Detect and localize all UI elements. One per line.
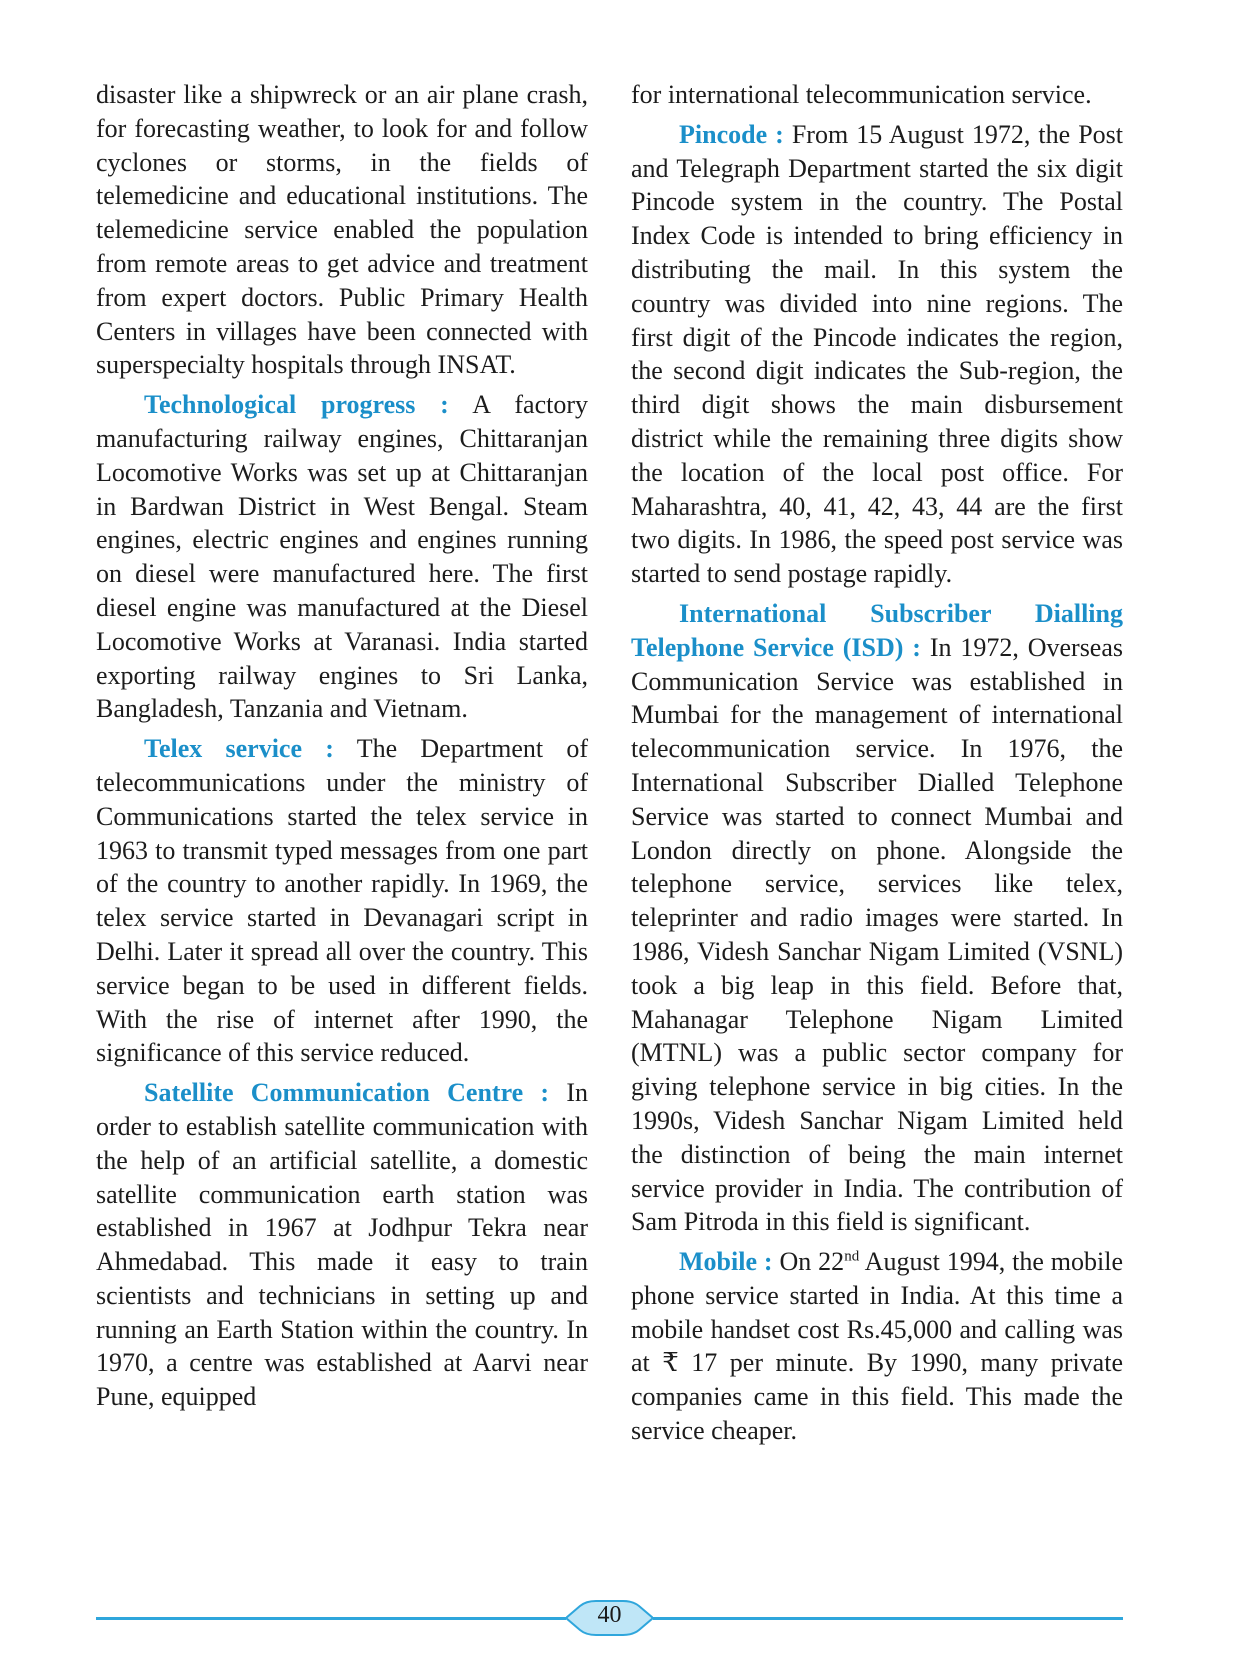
page-footer (96, 1598, 1123, 1638)
paragraph-telex-service (96, 732, 588, 1070)
section-heading-satellite-communication-centre: Satellite Communication Centre : (144, 1078, 550, 1108)
section-heading-isd: International Subscriber Dialling Telephone Service (ISD) : (631, 598, 1123, 662)
section-heading-pincode: Pincode : (679, 119, 784, 149)
paragraph-satellite-communication-centre (96, 1076, 588, 1414)
section-heading-technological-progress: Technological progress : (144, 390, 449, 420)
paragraph-body: From 15 August 1972, the Post and Telegraph Department started the six digit Pincode system in the country. The Postal Index Code is intended to bring efficiency in distributing the mail. In this system the country was divided into nine regions. The first digit of the Pincode indicates the region, the second digit indicates the Sub-region, the third digit shows the main disbursement district while the remaining three digits show the location of the local post office. For Maharashtra, 40, 41, 42, 43, 44 are the first two digits. In 1986, the speed post service was started to send postage rapidly. (631, 119, 1124, 589)
right-column (631, 78, 1123, 1454)
paragraph-body: disaster like a shipwreck or an air plane crash, for forecasting weather, to look for and follow cyclones or storms, in the fields of telemedicine and educational institutions. The telemedicine service enabled the population from remote areas to get advice and treatment from expert doctors. Public Primary Health Centers in villages have been connected with superspecialty hospitals through INSAT. (96, 80, 588, 380)
page-number-badge (566, 1598, 653, 1638)
paragraph-continuation (631, 78, 1123, 112)
paragraph-isd (631, 597, 1123, 1239)
page-number: 40 (597, 1602, 622, 1628)
paragraph-body: In 1972, Overseas Communication Service was established in Mumbai for the management of international telecommunication service. In 1976, the International Subscriber Dialled Telephone Service was started to connect Mumbai and London directly on phone. Alongside the telephone service, services like telex, teleprinter and radio images were started. In 1986, Videsh Sanchar Nigam Limited (VSNL) took a big leap in this field. Before that, Mahanagar Telephone Nigam Limited (MTNL) was a public sector company for giving telephone service in big cities. In the 1990s, Videsh Sanchar Nigam Limited held the distinction of being the main internet service provider in India. The contribution of Sam Pitroda in this field is significant. (631, 632, 1124, 1237)
footer-rule-right (653, 1617, 1123, 1620)
left-column (96, 78, 588, 1420)
paragraph-technological-progress (96, 388, 588, 726)
paragraph-body: In order to establish satellite communication with the help of an artificial satellite, a domestic satellite communication earth station was established in 1967 at Jodhpur Tekra near Ahmedabad. This made it easy to train scientists and technicians in setting up and running an Earth Station within the country. In 1970, a centre was established at Aarvi near Pune, equipped (96, 1078, 588, 1412)
ordinal-suffix: nd (844, 1248, 860, 1265)
paragraph-body-start: On 22 (779, 1247, 845, 1277)
paragraph-body: A factory manufacturing railway engines, Chittaranjan Locomotive Works was set up at Chittaranjan in Bardwan District in West Bengal. Steam engines, electric engines and engines running on diesel were manufactured here. The first diesel engine was manufactured at the Diesel Locomotive Works at Varanasi. India started exporting railway engines to Sri Lanka, Bangladesh, Tanzania and Vietnam. (96, 390, 588, 724)
paragraph-mobile (631, 1245, 1123, 1448)
footer-rule-left (96, 1617, 566, 1620)
paragraph-pincode (631, 118, 1123, 591)
paragraph-body-rest: August 1994, the mobile phone service started in India. At this time a mobile handset cost Rs.45,000 and calling was at ₹ 17 per minute. By 1990, many private companies came in this field. This made the service cheaper. (631, 1247, 1124, 1446)
paragraph-satellite-uses (96, 78, 588, 382)
paragraph-body: The Department of telecommunications under the ministry of Communications started the telex service in 1963 to transmit typed messages from one part of the country to another rapidly. In 1969, the telex service started in Devanagari script in Delhi. Later it spread all over the country. This service began to be used in different fields. With the rise of internet after 1990, the significance of this service reduced. (96, 734, 589, 1068)
paragraph-body: for international telecommunication service. (631, 80, 1092, 109)
section-heading-mobile: Mobile : (679, 1247, 773, 1277)
section-heading-telex-service: Telex service : (144, 734, 334, 764)
